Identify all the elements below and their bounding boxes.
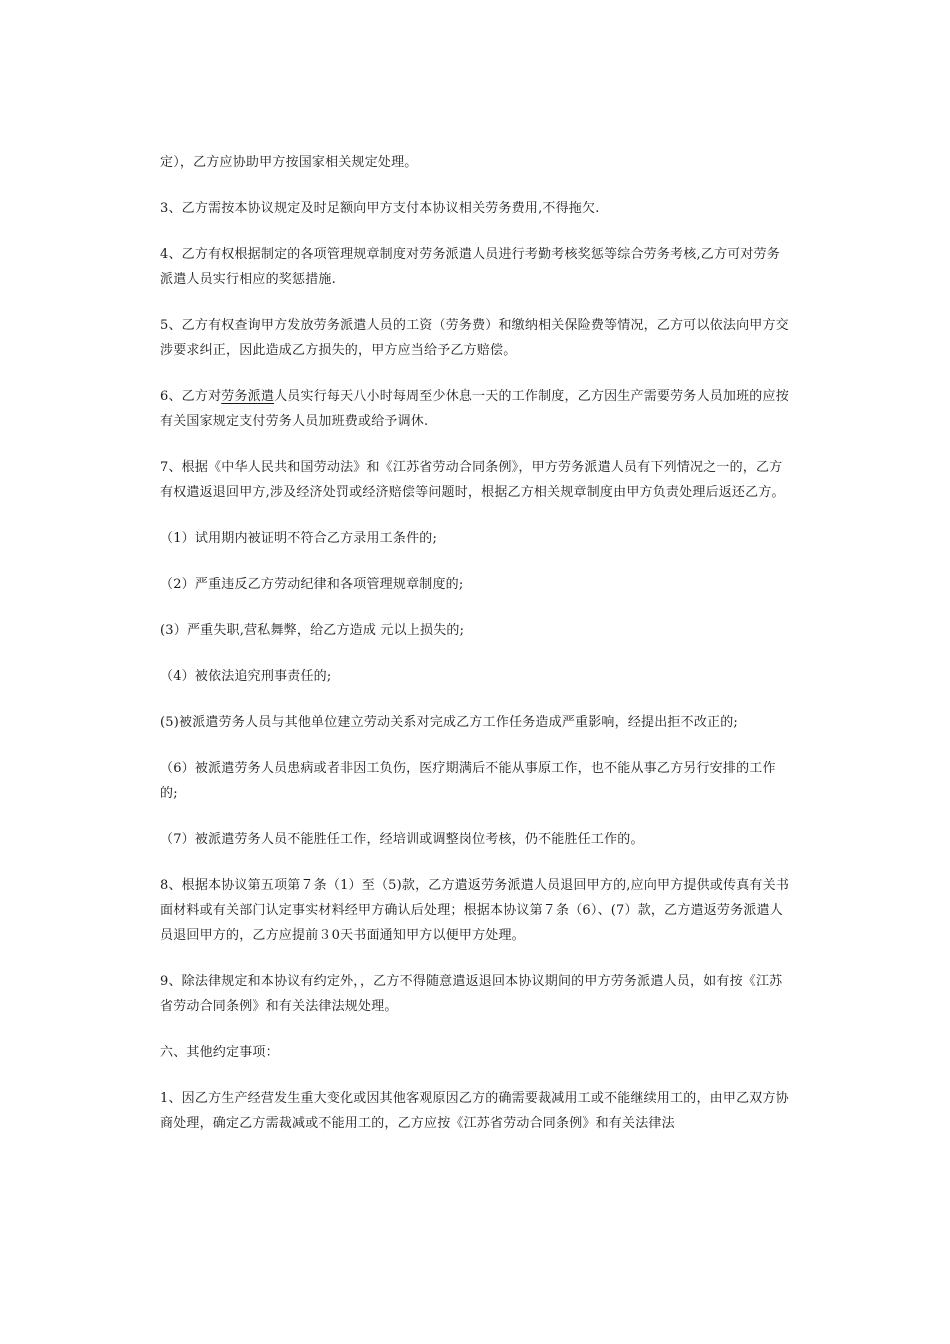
clause-7-item-1: （1）试用期内被证明不符合乙方录用工条件的; — [160, 531, 438, 546]
document-body — [160, 150, 790, 1157]
clause-3: 3、乙方需按本协议规定及时足额向甲方支付本协议相关劳务费用,不得拖欠. — [160, 201, 600, 216]
clause-7-item-3: (3）严重失职,营私舞弊，给乙方造成 元以上损失的; — [160, 623, 465, 638]
clause-4: 4、乙方有权根据制定的各项管理规章制度对劳务派遣人员进行考勤考核奖惩等综合劳务考核,乙方可对劳务派遣人员实行相应的奖惩措施. — [160, 247, 781, 287]
section-6-heading: 六、其他约定事项： — [160, 1045, 279, 1060]
clause-6-rest: 人员实行每天八小时每周至少休息一天的工作制度，乙方因生产需要劳务人员加班的应按有关国家规定支付劳务人员加班费或给予调休. — [160, 389, 789, 429]
clause-6-lead: 6、乙方对 — [160, 389, 222, 404]
clause-5: 5、乙方有权查询甲方发放劳务派遣人员的工资（劳务费）和缴纳相关保险费等情况，乙方可以依法向甲方交涉要求纠正，因此造成乙方损失的，甲方应当给予乙方赔偿。 — [160, 318, 789, 358]
clause-7: 7、根据《中华人民共和国劳动法》和《江苏省劳动合同条例》，甲方劳务派遣人员有下列情况之一的，乙方有权遣返退回甲方,涉及经济处罚或经济赔偿等问题时，根据乙方相关规章制度由甲方负责处理后返还乙方。 — [160, 460, 785, 500]
clause-7-item-7: （7）被派遣劳务人员不能胜任工作，经培训或调整岗位考核，仍不能胜任工作的。 — [160, 832, 644, 847]
paragraph-continuation: 定），乙方应协助甲方按国家相关规定处理。 — [160, 155, 418, 170]
clause-6 — [160, 384, 790, 434]
clause-7-item-5: (5)被派遣劳务人员与其他单位建立劳动关系对完成乙方工作任务造成严重影响，经提出拒不改正的; — [160, 715, 738, 730]
clause-9: 9、除法律规定和本协议有约定外，，乙方不得随意遣返退回本协议期间的甲方劳务派遣人员，如有按《江苏省劳动合同条例》和有关法律法规处理。 — [160, 974, 783, 1014]
clause-7-item-2: （2）严重违反乙方劳动纪律和各项管理规章制度的; — [160, 577, 464, 592]
clause-6-underlined-term: 劳务派遣 — [221, 389, 275, 404]
clause-7-item-4: （4）被依法追究刑事责任的; — [160, 669, 332, 684]
clause-7-item-6: （6）被派遣劳务人员患病或者非因工负伤，医疗期满后不能从事原工作，也不能从事乙方另行安排的工作的; — [160, 761, 776, 801]
clause-8: 8、根据本协议第五项第７条（1）至（5)款，乙方遣返劳务派遣人员退回甲方的,应向甲方提供或传真有关书面材料或有关部门认定事实材料经甲方确认后处理；根据本协议第７条（6）、(7）款，乙方遣返劳务派遣人员退回甲方的，乙方应提前３0天书面通知甲方以便甲方处理。 — [160, 878, 790, 943]
section-6-clause-1: 1、因乙方生产经营发生重大变化或因其他客观原因乙方的确需要裁减用工或不能继续用工的，由甲乙双方协商处理，确定乙方需裁减或不能用工的，乙方应按《江苏省劳动合同条例》和有关法律法 — [160, 1091, 789, 1131]
